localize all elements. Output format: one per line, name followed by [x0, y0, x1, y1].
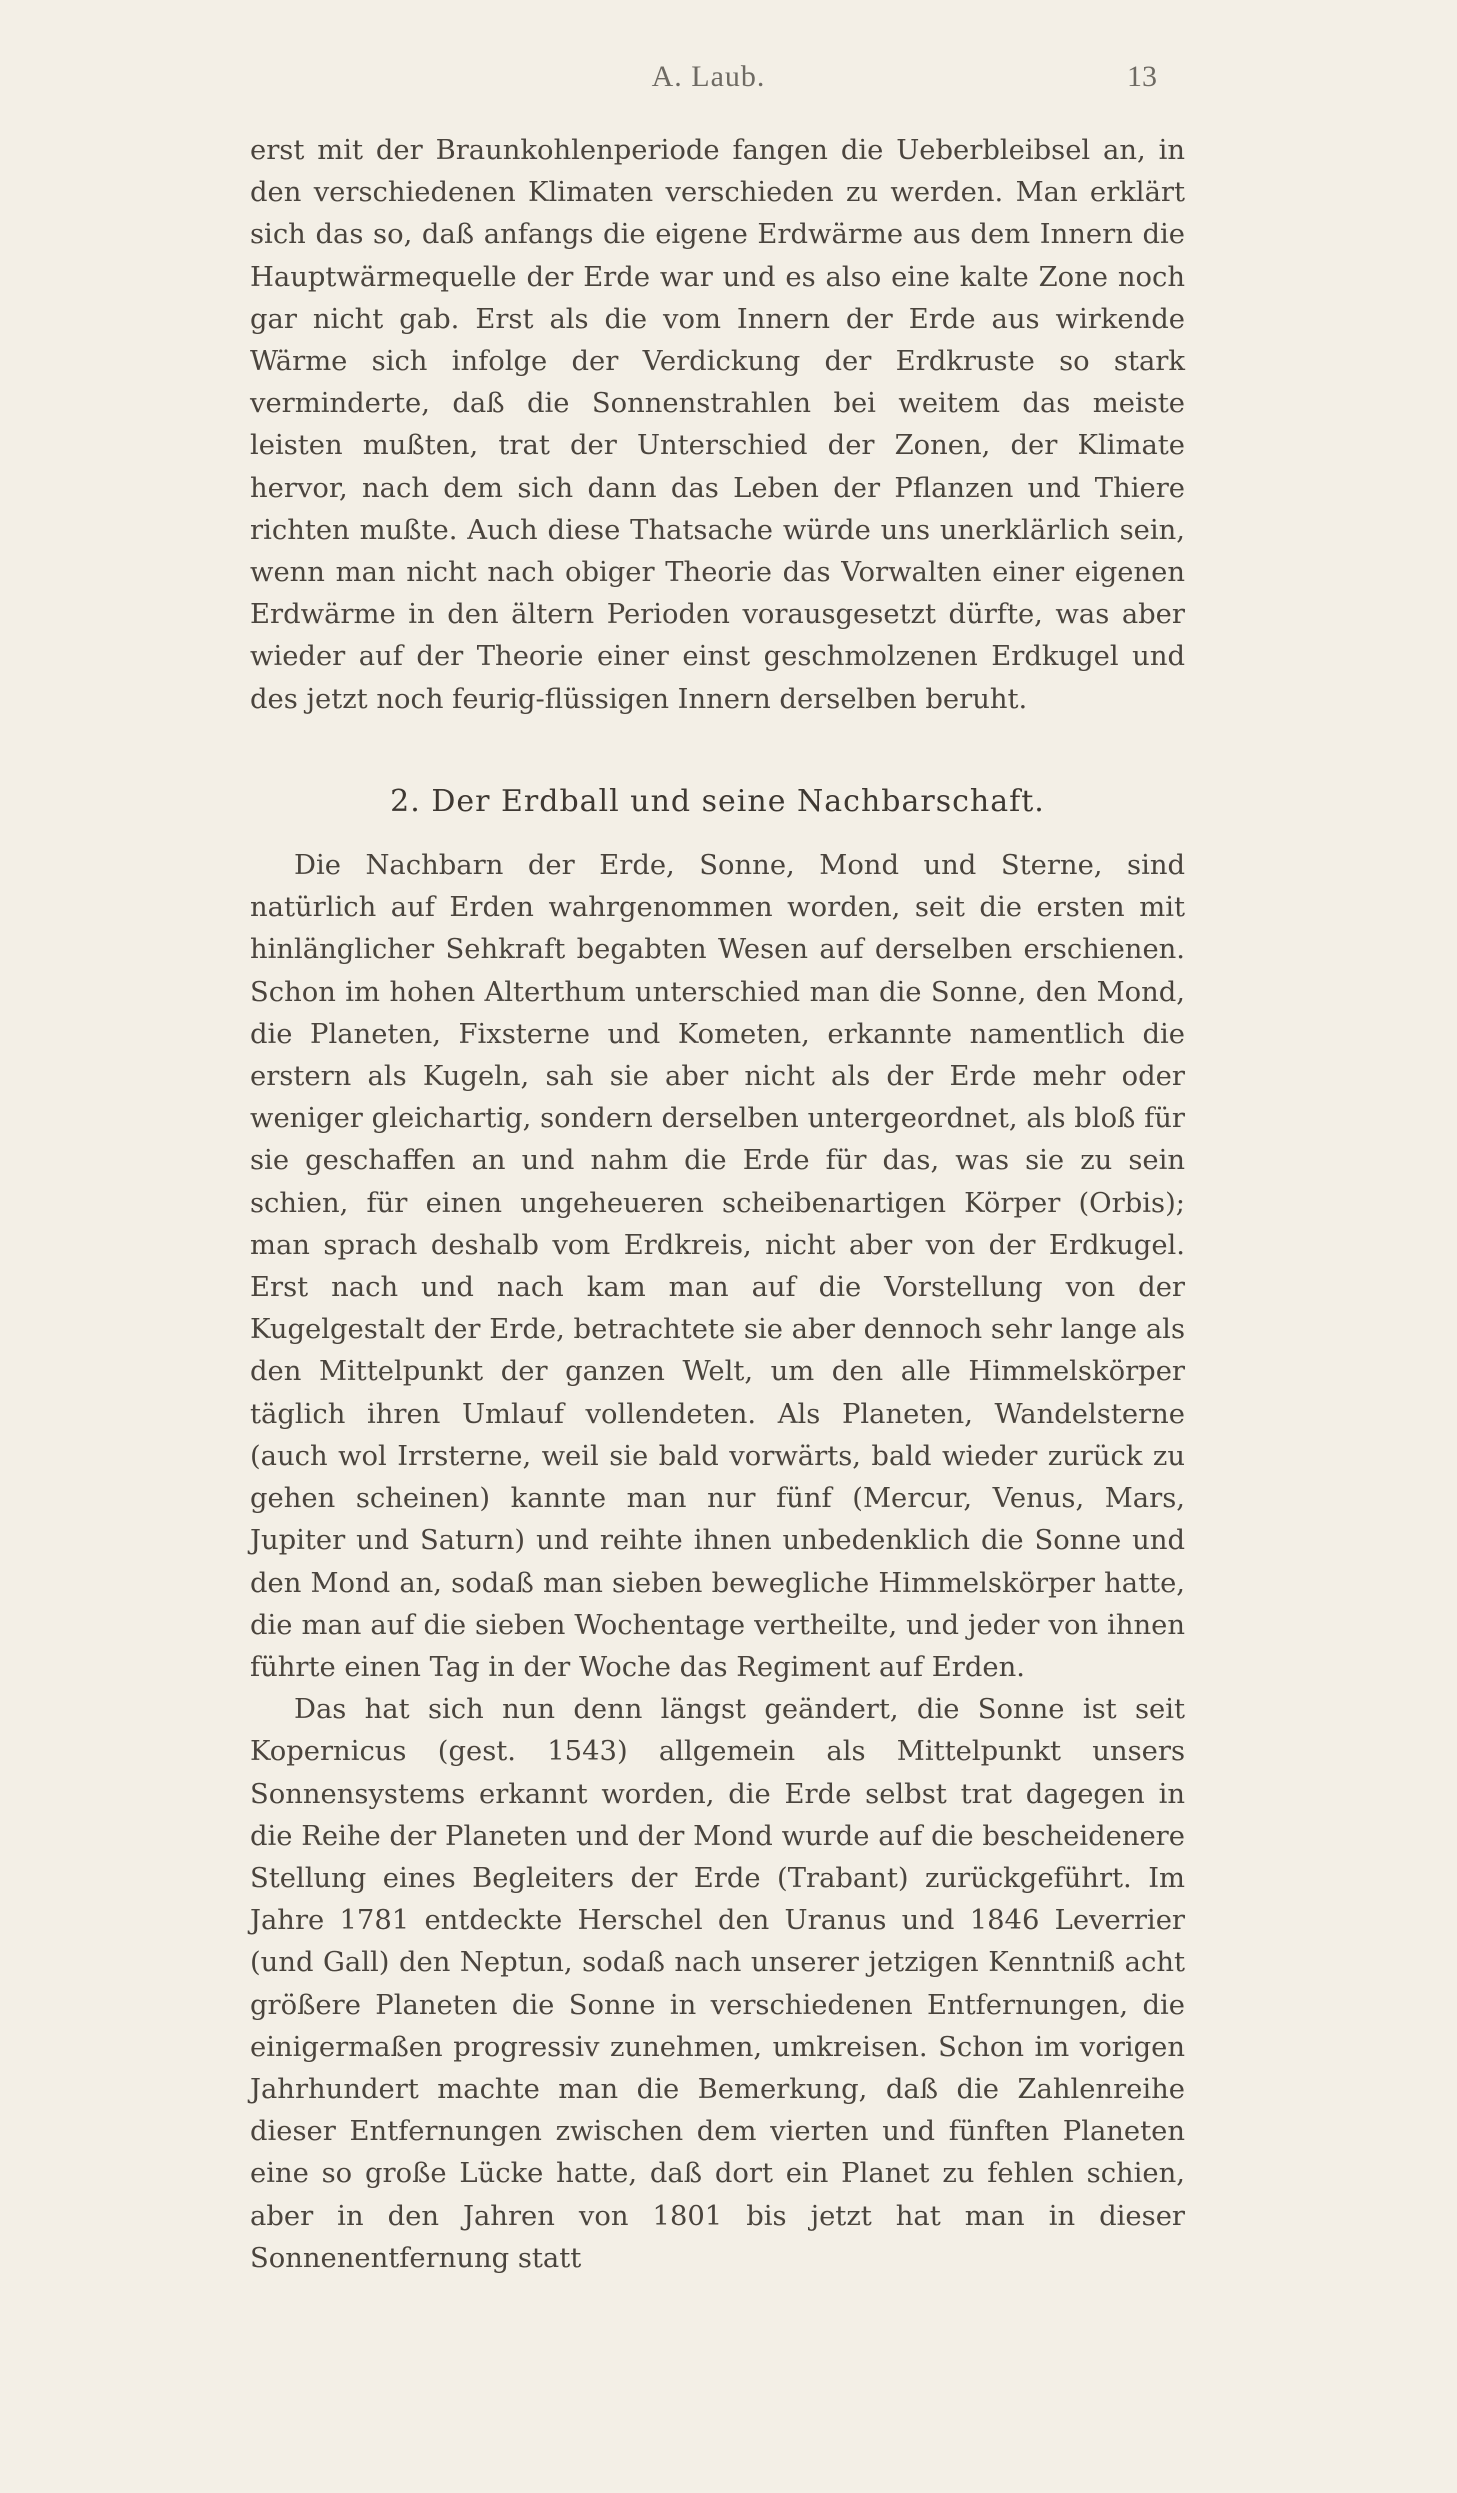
body-text	[250, 130, 1185, 2280]
section-heading: 2. Der Erdball und seine Nachbarschaft.	[390, 783, 1045, 819]
running-head: A. Laub.	[651, 60, 766, 93]
paragraph: erst mit der Braunkohlenperiode fangen die Ueberbleibsel an, in den verschiedenen Klimaten verschieden zu werden. Man erklärt sich das so, daß anfangs die eigene Erdwärme aus dem Innern die Hauptwärmequelle der Erde war und es also eine kalte Zone noch gar nicht gab. Erst als die vom Innern der Erde aus wirkende Wärme sich infolge der Verdickung der Erdkruste so stark verminderte, daß die Sonnenstrahlen bei weitem das meiste leisten mußten, trat der Unterschied der Zonen, der Klimate hervor, nach dem sich dann das Leben der Pflanzen und Thiere richten mußte. Auch diese Thatsache würde uns unerklärlich sein, wenn man nicht nach obiger Theorie das Vorwalten einer eigenen Erdwärme in den ältern Perioden vorausgesetzt dürfte, was aber wieder auf der Theorie einer einst geschmolzenen Erdkugel und des jetzt noch feurig-flüssigen Innern derselben beruht.	[250, 135, 1185, 715]
page-number: 13	[1127, 60, 1157, 93]
page-header	[260, 52, 1157, 102]
paragraph: Das hat sich nun denn längst geändert, die Sonne ist seit Kopernicus (gest. 1543) allgemein als Mittelpunkt unsers Sonnensystems erkannt worden, die Erde selbst trat dagegen in die Reihe der Planeten und der Mond wurde auf die bescheidenere Stellung eines Begleiters der Erde (Trabant) zurückgeführt. Im Jahre 1781 entdeckte Herschel den Uranus und 1846 Leverrier (und Gall) den Neptun, sodaß nach unserer jetzigen Kenntniß acht größere Planeten die Sonne in verschiedenen Entfernungen, die einigermaßen progressiv zunehmen, umkreisen. Schon im vorigen Jahrhundert machte man die Bemerkung, daß die Zahlenreihe dieser Entfernungen zwischen dem vierten und fünften Planeten eine so große Lücke hatte, daß dort ein Planet zu fehlen schien, aber in den Jahren von 1801 bis jetzt hat man in dieser Sonnenentfernung statt	[250, 1694, 1185, 2274]
paragraph: Die Nachbarn der Erde, Sonne, Mond und Sterne, sind natürlich auf Erden wahrgenommen worden, seit die ersten mit hinlänglicher Sehkraft begabten Wesen auf derselben erschienen. Schon im hohen Alterthum unterschied man die Sonne, den Mond, die Planeten, Fixsterne und Kometen, erkannte namentlich die erstern als Kugeln, sah sie aber nicht als der Erde mehr oder weniger gleichartig, sondern derselben untergeordnet, als bloß für sie geschaffen an und nahm die Erde für das, was sie zu sein schien, für einen ungeheueren scheibenartigen Körper (Orbis); man sprach deshalb vom Erdkreis, nicht aber von der Erdkugel. Erst nach und nach kam man auf die Vorstellung von der Kugelgestalt der Erde, betrachtete sie aber dennoch sehr lange als den Mittelpunkt der ganzen Welt, um den alle Himmelskörper täglich ihren Umlauf vollendeten. Als Planeten, Wandelsterne (auch wol Irrsterne, weil sie bald vorwärts, bald wieder zurück zu gehen scheinen) kannte man nur fünf (Mercur, Venus, Mars, Jupiter und Saturn) und reihte ihnen unbedenklich die Sonne und den Mond an, sodaß man sieben bewegliche Himmelskörper hatte, die man auf die sieben Wochentage vertheilte, und jeder von ihnen führte einen Tag in der Woche das Regiment auf Erden.	[250, 850, 1185, 1683]
